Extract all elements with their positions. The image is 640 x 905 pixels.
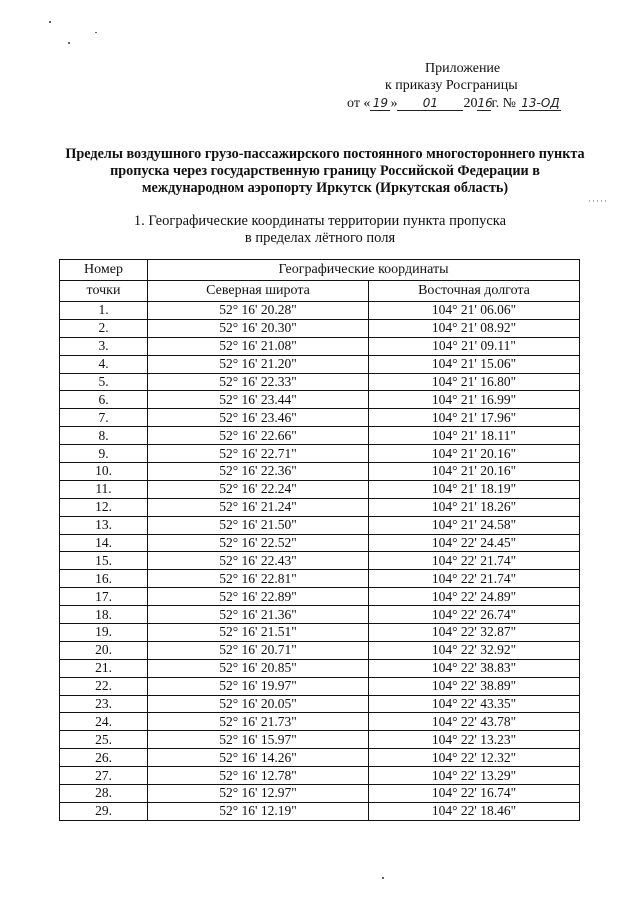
order-number-label: г. № [491,96,516,111]
point-number: 20. [60,641,148,659]
longitude-cell: 104° 22' 24.89" [369,588,580,606]
order-month: 01 [397,96,463,111]
latitude-cell: 52° 16' 22.36" [148,463,369,481]
point-number: 10. [60,463,148,481]
order-number: 13-ОД [521,96,560,110]
latitude-cell: 52° 16' 23.46" [148,409,369,427]
point-number: 17. [60,588,148,606]
table-row [60,498,580,516]
point-number: 29. [60,802,148,820]
point-number: 26. [60,749,148,767]
scan-speck [95,32,97,33]
table-row [60,695,580,713]
point-number: 21. [60,659,148,677]
longitude-cell: 104° 22' 32.87" [369,624,580,642]
point-number: 9. [60,445,148,463]
longitude-cell: 104° 21' 18.19" [369,480,580,498]
order-date-mid: » [390,96,398,111]
longitude-cell: 104° 22' 24.45" [369,534,580,552]
longitude-cell: 104° 21' 17.96" [369,409,580,427]
latitude-cell: 52° 16' 22.71" [148,445,369,463]
scan-speck [68,42,70,44]
latitude-cell: 52° 16' 15.97" [148,731,369,749]
point-number: 2. [60,319,148,337]
latitude-cell: 52° 16' 12.97" [148,785,369,803]
longitude-cell: 104° 21' 15.06" [369,355,580,373]
header-latitude: Северная широта [148,281,369,302]
longitude-cell: 104° 22' 13.23" [369,731,580,749]
table-row [60,659,580,677]
order-year: 16 [477,96,493,110]
table-row [60,606,580,624]
table-header-row [60,260,580,281]
table-row [60,480,580,498]
table-row [60,373,580,391]
annex-block [425,60,500,78]
point-number: 1. [60,302,148,320]
longitude-cell: 104° 21' 09.11" [369,337,580,355]
latitude-cell: 52° 16' 22.52" [148,534,369,552]
longitude-cell: 104° 21' 08.92" [369,319,580,337]
table-row [60,677,580,695]
latitude-cell: 52° 16' 14.26" [148,749,369,767]
section-heading [70,213,570,247]
table-body [60,302,580,821]
header-point: точки [60,281,148,302]
longitude-cell: 104° 21' 06.06" [369,302,580,320]
latitude-cell: 52° 16' 12.78" [148,767,369,785]
latitude-cell: 52° 16' 21.73" [148,713,369,731]
longitude-cell: 104° 21' 16.99" [369,391,580,409]
longitude-cell: 104° 22' 38.89" [369,677,580,695]
section-heading-line-2: в пределах лётного поля [244,230,396,246]
latitude-cell: 52° 16' 20.85" [148,659,369,677]
table-row [60,463,580,481]
table-row [60,785,580,803]
latitude-cell: 52° 16' 21.36" [148,606,369,624]
scan-speck [49,21,51,23]
latitude-cell: 52° 16' 21.51" [148,624,369,642]
longitude-cell: 104° 22' 13.29" [369,767,580,785]
longitude-cell: 104° 22' 43.35" [369,695,580,713]
latitude-cell: 52° 16' 19.97" [148,677,369,695]
longitude-cell: 104° 22' 21.74" [369,552,580,570]
point-number: 16. [60,570,148,588]
coordinates-table [59,259,580,821]
point-number: 3. [60,337,148,355]
point-number: 18. [60,606,148,624]
point-number: 24. [60,713,148,731]
latitude-cell: 52° 16' 20.30" [148,319,369,337]
table-row [60,552,580,570]
latitude-cell: 52° 16' 22.66" [148,427,369,445]
latitude-cell: 52° 16' 21.24" [148,498,369,516]
point-number: 25. [60,731,148,749]
longitude-cell: 104° 22' 43.78" [369,713,580,731]
point-number: 23. [60,695,148,713]
scan-speck [382,877,384,879]
latitude-cell: 52° 16' 20.71" [148,641,369,659]
longitude-cell: 104° 21' 20.16" [369,463,580,481]
latitude-cell: 52° 16' 22.24" [148,480,369,498]
point-number: 22. [60,677,148,695]
order-date-prefix: от « [347,96,371,111]
point-number: 28. [60,785,148,803]
table-row [60,516,580,534]
table-subheader-row [60,281,580,302]
table-row [60,534,580,552]
point-number: 7. [60,409,148,427]
section-heading-line-1: 1. Географические координаты территории пункта пропуска [133,213,507,229]
longitude-cell: 104° 21' 20.16" [369,445,580,463]
table-row [60,570,580,588]
point-number: 11. [60,480,148,498]
table-row [60,427,580,445]
table-row [60,409,580,427]
latitude-cell: 52° 16' 20.05" [148,695,369,713]
latitude-cell: 52° 16' 22.81" [148,570,369,588]
order-year-prefix: 20 [463,96,478,111]
longitude-cell: 104° 21' 24.58" [369,516,580,534]
point-number: 27. [60,767,148,785]
longitude-cell: 104° 22' 38.83" [369,659,580,677]
table-row [60,731,580,749]
annex-order-line [347,95,561,113]
latitude-cell: 52° 16' 12.19" [148,802,369,820]
latitude-cell: 52° 16' 21.20" [148,355,369,373]
table-row [60,588,580,606]
table-row [60,445,580,463]
header-coordinates: Географические координаты [148,260,580,281]
point-number: 6. [60,391,148,409]
latitude-cell: 52° 16' 20.28" [148,302,369,320]
point-number: 12. [60,498,148,516]
longitude-cell: 104° 22' 12.32" [369,749,580,767]
longitude-cell: 104° 22' 18.46" [369,802,580,820]
longitude-cell: 104° 22' 26.74" [369,606,580,624]
annex-line-2: к приказу Росграницы [385,78,518,93]
table-row [60,391,580,409]
latitude-cell: 52° 16' 22.89" [148,588,369,606]
point-number: 19. [60,624,148,642]
table-row [60,337,580,355]
header-longitude: Восточная долгота [369,281,580,302]
point-number: 5. [60,373,148,391]
longitude-cell: 104° 21' 16.80" [369,373,580,391]
longitude-cell: 104° 21' 18.11" [369,427,580,445]
point-number: 4. [60,355,148,373]
table-row [60,641,580,659]
latitude-cell: 52° 16' 23.44" [148,391,369,409]
table-row [60,713,580,731]
longitude-cell: 104° 22' 32.92" [369,641,580,659]
table-row [60,767,580,785]
document-title: Пределы воздушного грузо-пассажирского постоянного многостороннего пункта пропуска через государственную границу Российской Федерации в международном аэропорту Иркутск (Иркутская область) [65,146,585,196]
annex-line-1: Приложение [425,61,501,76]
table-row [60,802,580,820]
point-number: 14. [60,534,148,552]
margin-mark: ····· [588,196,608,206]
longitude-cell: 104° 21' 18.26" [369,498,580,516]
table-row [60,355,580,373]
table-row [60,319,580,337]
latitude-cell: 52° 16' 22.43" [148,552,369,570]
table-row [60,302,580,320]
order-day: 19 [370,96,390,111]
longitude-cell: 104° 22' 16.74" [369,785,580,803]
latitude-cell: 52° 16' 21.50" [148,516,369,534]
point-number: 8. [60,427,148,445]
latitude-cell: 52° 16' 21.08" [148,337,369,355]
latitude-cell: 52° 16' 22.33" [148,373,369,391]
annex-block [385,77,518,95]
header-number: Номер [60,260,148,281]
point-number: 13. [60,516,148,534]
point-number: 15. [60,552,148,570]
longitude-cell: 104° 22' 21.74" [369,570,580,588]
table-row [60,749,580,767]
table-row [60,624,580,642]
